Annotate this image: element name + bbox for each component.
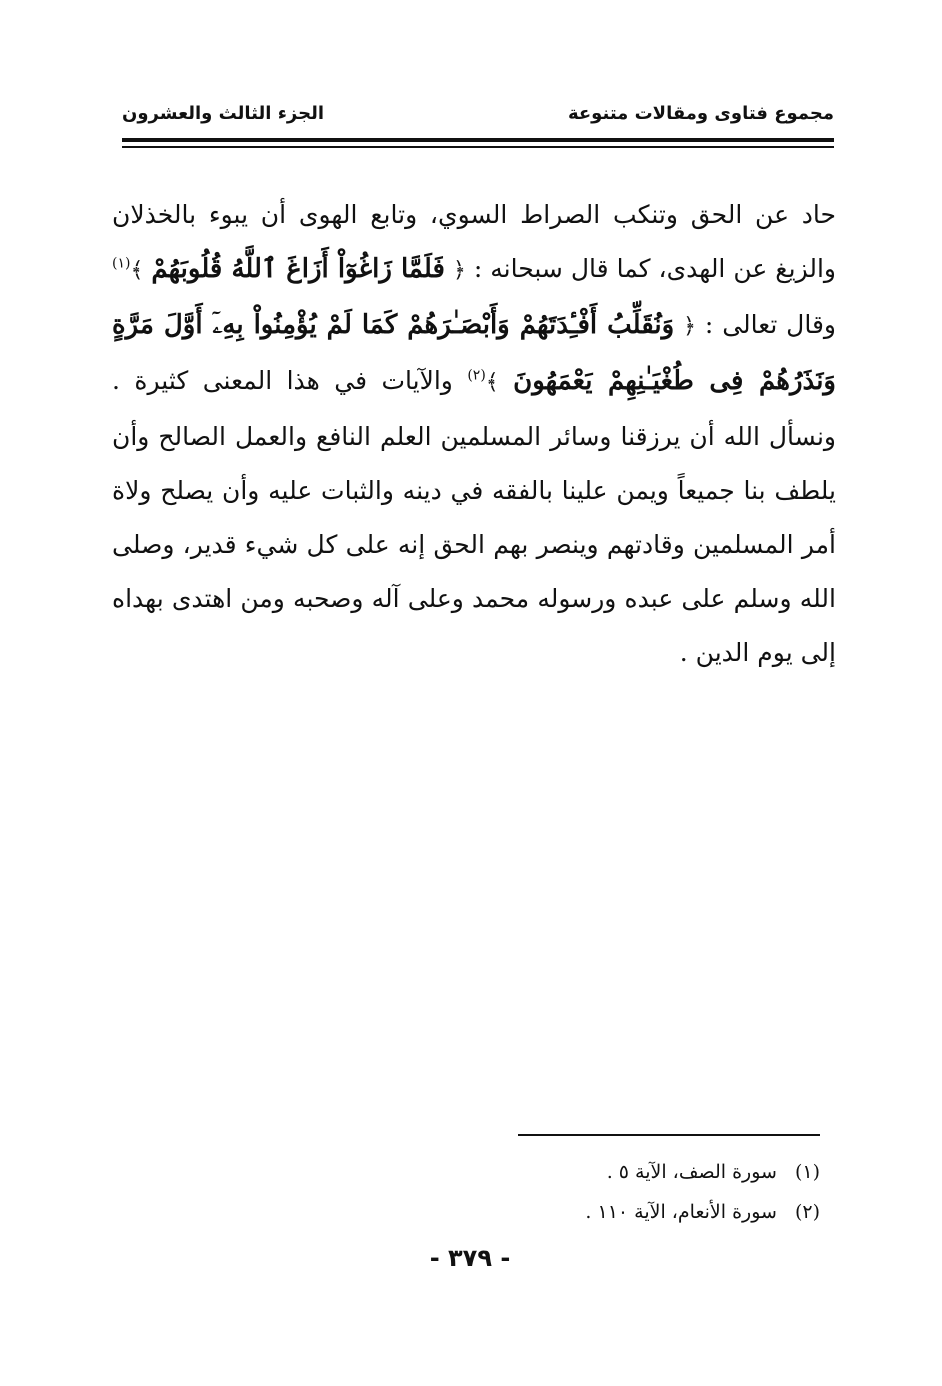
running-header (122, 96, 834, 130)
footnote-item (400, 1192, 820, 1232)
quote-close-bracket: ﴾ (485, 370, 499, 395)
footnote-number: (٢) (794, 1201, 820, 1223)
footnote-number: (١) (794, 1161, 820, 1183)
volume-label: الجزء الثالث والعشرون (122, 102, 325, 124)
footnote-separator (518, 1134, 820, 1136)
footnote-text: سورة الصف، الآية ٥ . (606, 1161, 777, 1183)
footnote-text: سورة الأنعام، الآية ١١٠ . (585, 1201, 777, 1223)
quran-verse-2: وَنُقَلِّبُ أَفْـِٔدَتَهُمْ وَأَبْصَـٰرَهُمْ كَمَا لَمْ يُؤْمِنُواْ بِهِۦٓ أَوَّلَ مَرَّةٍ وَنَذَرُهُمْ فِى طُغْيَـٰنِهِمْ يَعْمَهُونَ (112, 310, 836, 396)
quote-open-bracket: ﴿ (452, 258, 466, 283)
page-number: - ٣٧٩ - (429, 1244, 511, 1272)
body-text (112, 188, 836, 680)
book-title: مجموع فتاوى ومقالات متنوعة (567, 102, 834, 124)
quote-close-bracket: ﴾ (130, 258, 144, 283)
header-rule-secondary (122, 146, 834, 148)
footnote-ref-2: (٢) (467, 367, 486, 384)
body-text-part-1: حاد عن الحق وتنكب الصراط السوي، وتابع الهوى أن يبوء بالخذلان والزيغ عن الهدى، كما قال سبحانه : (112, 200, 836, 283)
quran-verse-1: فَلَمَّا زَاغُوٓاْ أَزَاغَ ٱللَّهُ قُلُوبَهُمْ (151, 254, 445, 284)
body-text-part-3: والآيات في هذا المعنى كثيرة . ونسأل الله أن يرزقنا وسائر المسلمين العلم النافع والعمل الصالح وأن يلطف بنا جميعاً ويمن علينا بالفقه في دينه والثبات عليه وأن يصلح ولاة أمر المسلمين وقادتهم وينصر بهم الحق إنه على كل شيء قدير، وصلى الله وسلم على عبده ورسوله محمد وعلى آله وصحبه ومن اهتدى بهداه إلى يوم الدين . (112, 366, 836, 667)
footnote-item (400, 1152, 820, 1192)
footnote-ref-1: (١) (112, 255, 131, 272)
quote-open-bracket: ﴿ (683, 314, 697, 339)
body-paragraph (112, 188, 836, 680)
footnotes (400, 1152, 820, 1232)
body-text-part-2: وقال تعالى : (696, 310, 836, 339)
header-rule (122, 138, 834, 142)
